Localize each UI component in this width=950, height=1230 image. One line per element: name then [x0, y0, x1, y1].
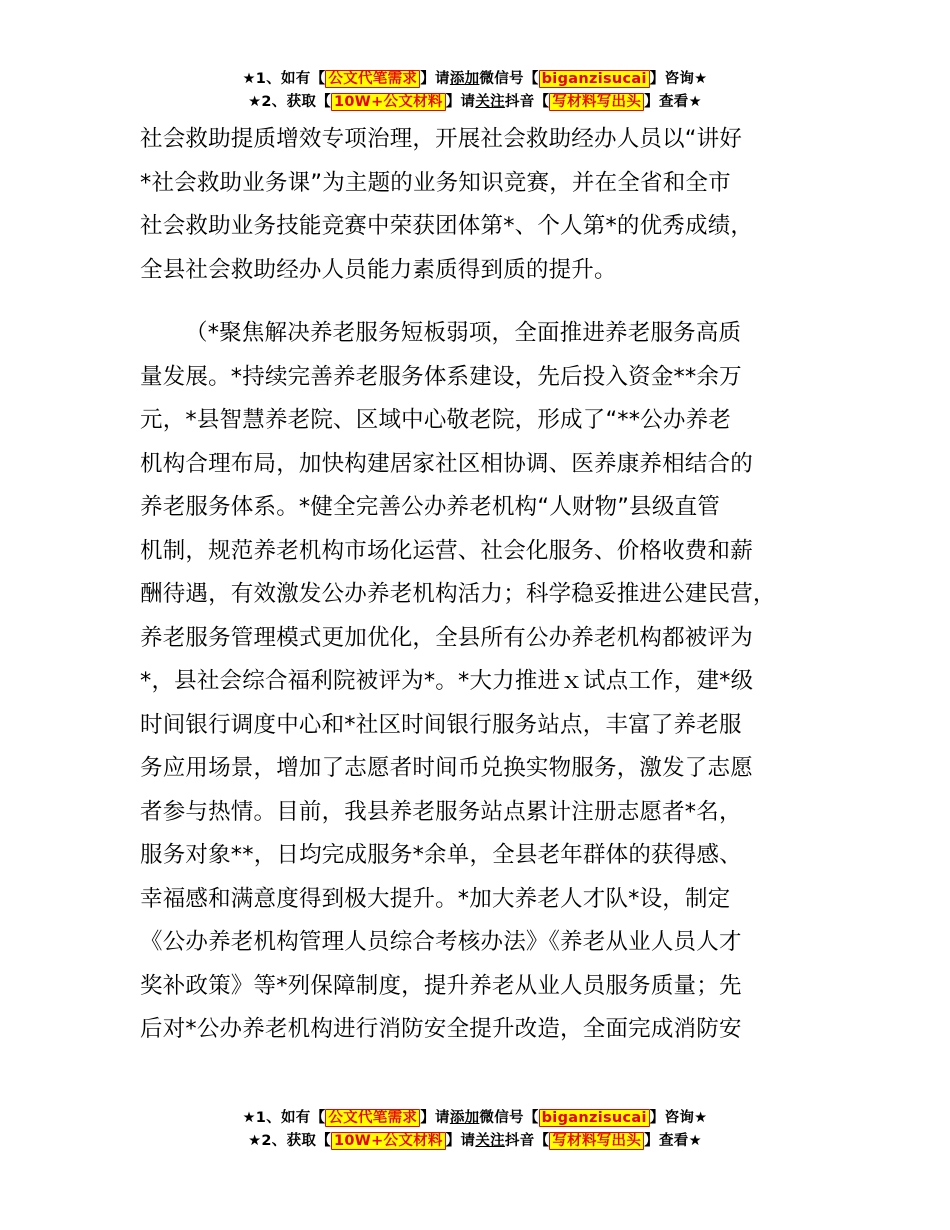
- text-line: 《公办养老机构管理人员综合考核办法》《养老从业人员人才: [140, 929, 742, 955]
- text-line: 时间银行调度中心和*社区时间银行服务站点，丰富了养老服: [140, 711, 742, 738]
- text-line: 养老服务体系。*健全完善公办养老机构“人财物”县级直管: [140, 494, 720, 520]
- text-line: 奖补政策》等*列保障制度，提升养老从业人员服务质量；先: [140, 972, 742, 999]
- highlight-douyin: 写材料写出头: [549, 93, 644, 111]
- text-line: 服务对象**，日均完成服务*余单，全县老年群体的获得感、: [140, 842, 742, 868]
- highlight-materials: 10W+公文材料: [331, 93, 446, 111]
- text-line: 务应用场景，增加了志愿者时间币兑换实物服务，激发了志愿: [140, 755, 753, 781]
- text-line: 量发展。*持续完善养老服务体系建设，先后投入资金**余万: [140, 363, 742, 390]
- text-line: 社会救助业务技能竞赛中荣获团体第*、个人第*的优秀成绩，: [140, 213, 754, 239]
- banner-line-2: ★2、获取【 10W+公文材料 】请关注抖音【 写材料写出头 】查看★: [248, 94, 702, 110]
- text-line: 者参与热情。目前，我县养老服务站点累计注册志愿者*名，: [140, 798, 742, 825]
- banner-line-1: ★1、如有【 公文代笔需求 】请添加微信号【 biganzisucai 】咨询★: [242, 1110, 708, 1126]
- highlight-service: 公文代笔需求: [325, 1109, 420, 1127]
- text-line: *，县社会综合福利院被评为*。*大力推进ｘ试点工作，建*级: [140, 668, 754, 694]
- text-line: 幸福感和满意度得到极大提升。*加大养老人才队*设，制定: [140, 885, 731, 912]
- highlight-wechat-id: biganzisucai: [539, 1109, 650, 1127]
- text-line: （*聚焦解决养老服务短板弱项，全面推进养老服务高质: [185, 320, 742, 346]
- highlight-service: 公文代笔需求: [325, 70, 420, 88]
- paragraph-1: [140, 118, 830, 292]
- text-line: 机制，规范养老机构市场化运营、社会化服务、价格收费和薪: [140, 537, 753, 564]
- text-line: 机构合理布局，加快构建居家社区相协调、医养康养相结合的: [140, 450, 753, 477]
- highlight-materials: 10W+公文材料: [331, 1132, 446, 1150]
- text-line: 后对*公办养老机构进行消防安全提升改造，全面完成消防安: [140, 1016, 742, 1042]
- banner-line-1: ★1、如有【 公文代笔需求 】请添加微信号【 biganzisucai 】咨询★: [242, 71, 708, 87]
- text-line: *社会救助业务课”为主题的业务知识竞赛，并在全省和全市: [140, 169, 731, 196]
- banner-line-2: ★2、获取【 10W+公文材料 】请关注抖音【 写材料写出头 】查看★: [248, 1133, 702, 1149]
- text-line: 养老服务管理模式更加优化，全县所有公办养老机构都被评为: [140, 624, 753, 651]
- text-line: 元，*县智慧养老院、区域中心敬老院，形成了“**公办养老: [140, 407, 732, 433]
- document-body: [140, 118, 830, 1052]
- highlight-wechat-id: biganzisucai: [539, 70, 650, 88]
- paragraph-2: [140, 312, 830, 1052]
- header-banner: [0, 68, 950, 114]
- footer-banner: [0, 1107, 950, 1153]
- text-line: 全县社会救助经办人员能力素质得到质的提升。: [140, 256, 617, 283]
- text-line: 酬待遇，有效激发公办养老机构活力；科学稳妥推进公建民营，: [140, 581, 776, 607]
- highlight-douyin: 写材料写出头: [549, 1132, 644, 1150]
- text-line: 社会救助提质增效专项治理，开展社会救助经办人员以“讲好: [140, 126, 743, 152]
